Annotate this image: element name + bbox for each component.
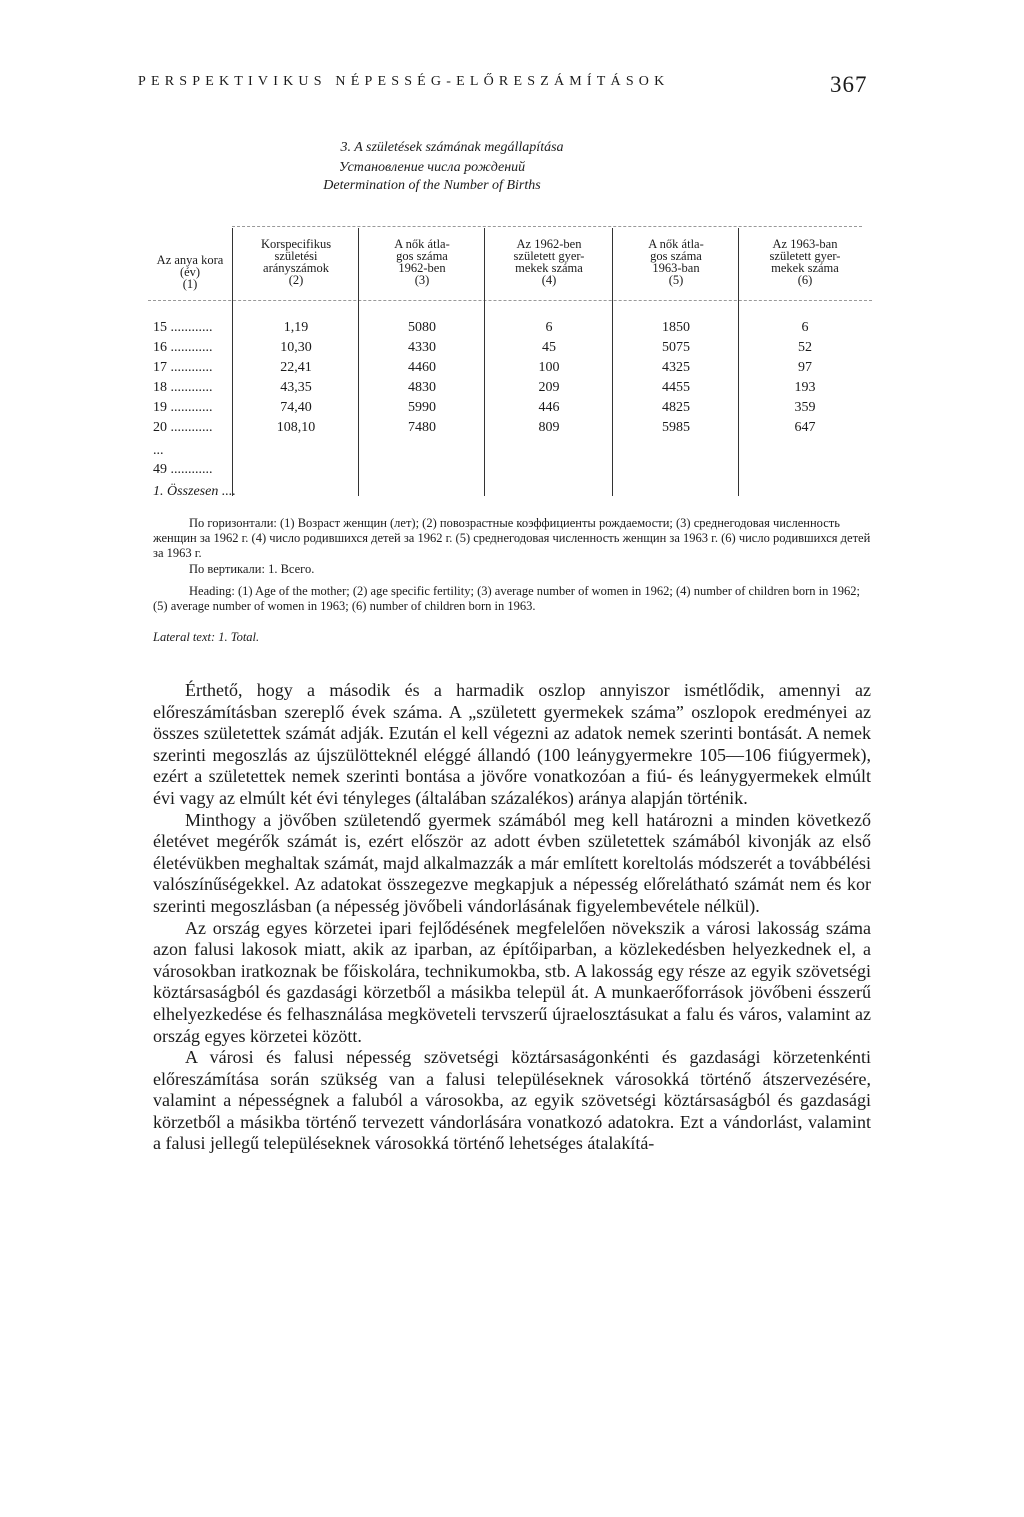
cell-births-1962: 209 [538,380,560,395]
header-women-1962: A nők átla- gos száma 1962-ben (3) [394,237,450,287]
cell-births-1963: 97 [798,360,812,375]
row-label: 16 ............ [153,340,213,355]
cell-women-1962: 4830 [408,380,436,395]
row-label: 19 ............ [153,400,213,415]
header-women-1963: A nők átla- gos száma 1963-ban (5) [648,237,704,287]
row-total: 1. Összesen .... [153,484,236,499]
cell-women-1962: 4460 [408,360,436,375]
row-ellipsis: ... [153,443,164,458]
column-divider [232,228,233,496]
cell-women-1963: 4455 [662,380,690,395]
cell-births-1963: 359 [794,400,816,415]
cell-women-1963: 1850 [662,320,690,335]
row-label: 49 ............ [153,462,213,477]
header-fertility-rates: Korspecifikus születési arányszámok (2) [260,237,332,287]
page-number: 367 [830,72,868,97]
table-top-rule [232,226,862,227]
cell-women-1962: 5990 [408,400,436,415]
cell-fertility: 43,35 [280,380,312,395]
body-text [153,680,871,1155]
cell-women-1962: 4330 [408,340,436,355]
paragraph: Érthető, hogy a második és a harmadik oszlop annyiszor ismétlődik, amennyi az előreszámításban szereplő évek száma. A „született gyermekek száma” oszlopok eredményei az összes születettek számát adják. Ezután el kell végezni az adatok nemek szerinti bontását. A nemek szerinti megoszlás az újszülötteknél eléggé állandó (100 leánygyermekre 105—106 fiúgyermek), ezért a születettek nemek szerinti bontása a jövőre vonatkozóan a fiú- és leánygyermekek elmúlt évi vagy az elmúlt két évi tényleges (általában százalékos) aránya alapján történik. [153,680,871,808]
table-header-rule [148,300,872,301]
header-births-1963: Az 1963-ban született gyer- mekek száma (6) [769,237,841,287]
cell-births-1962: 45 [542,340,556,355]
cell-births-1963: 6 [801,320,809,335]
table-caption-hu: 3. A születések számának megállapítása [340,140,564,155]
cell-fertility: 74,40 [280,400,312,415]
paragraph: Minthogy a jövőben születendő gyermek számából meg kell határozni a minden következő életévet megérők számát is, ezért először az adott évben születettek számából kivonják az első életévükben meghaltak számát, majd alkalmazzák a már említett koreltolás módszerét a továbbélési valószínűségekkel. Az adatokat összegezve megkapjuk a népesség előrelátható számát nem és kor szerinti megoszlásban (a népesség jövőbeli vándorlásának figyelembevétele nélkül). [153,809,871,916]
cell-births-1962: 6 [545,320,553,335]
column-divider [612,228,613,496]
table-note-en-lateral: Lateral text: 1. Total. [153,630,260,644]
running-head: PERSPEKTIVIKUS NÉPESSÉG-ELŐRESZÁMÍTÁSOK [138,74,670,89]
cell-fertility: 108,10 [276,420,316,435]
header-age-of-mother: Az anya kora (év) (1) [156,253,224,291]
cell-births-1962: 809 [538,420,560,435]
table-caption-en: Determination of the Number of Births [323,178,541,193]
cell-births-1963: 193 [794,380,816,395]
row-label: 20 ............ [153,420,213,435]
cell-births-1962: 446 [538,400,560,415]
table-note-ru-lateral: По вертикали: 1. Всего. [189,562,315,576]
paragraph: A városi és falusi népesség szövetségi köztársaságonkénti és gazdasági körzetenkénti előreszámítása során szükség van a falusi településeknek városokká történő átszervezésére, valamint a népességnek a faluból a városokba, az egyik szövetségi köztársaságból és gazdasági körzetből a másikba történő tervezett vándorlására vonatkozó adatokra. Ezt a vándorlást, valamint a falusi jellegű településeknek városokká történő lehetséges átalakítá- [153,1047,871,1154]
table-note-ru: По горизонтали: (1) Возраст женщин (лет); (2) повозрастные коэффициенты рождаемости; (3) среднегодовая численность женщин за 1962 г. (4) число родившихся детей за 1962 г. (5) среднегодовая численность женщин за 1963 г. (6) число родившихся детей за 1963 г. [153,516,871,560]
cell-women-1963: 5985 [662,420,690,435]
cell-fertility: 22,41 [280,360,312,375]
cell-women-1963: 4825 [662,400,690,415]
table-caption-ru: Установление числа рождений [338,160,526,175]
cell-births-1963: 647 [794,420,816,435]
cell-women-1962: 5080 [408,320,436,335]
cell-fertility: 1,19 [283,320,309,335]
cell-fertility: 10,30 [280,340,312,355]
cell-women-1963: 4325 [662,360,690,375]
column-divider [358,228,359,496]
paragraph: Az ország egyes körzetei ipari fejlődésének megfelelően növekszik a városi lakosság száma azon falusi lakosok miatt, akik az iparban, az építőiparban, a közlekedésben helyezkednek el, a városokban iratkoznak be főiskolára, technikumokba, stb. A lakosság egy része az egyik szövetségi köztársaságból és gazdasági körzetből a másikba települ át. A munkaerőforrások jövőbeni ésszerű elhelyezkedése és felhasználása megköveteli tervszerű újraelosztásukat a falu és város, valamint az ország egyes körzetei között. [153,917,871,1046]
cell-women-1962: 7480 [408,420,436,435]
column-divider [738,228,739,496]
cell-births-1962: 100 [538,360,560,375]
row-label: 17 ............ [153,360,213,375]
row-label: 18 ............ [153,380,213,395]
table-note-en: Heading: (1) Age of the mother; (2) age specific fertility; (3) average number of women in 1962; (4) number of children born in 1962; (5) average number of women in 1963; (6) number of children born in 1963. [153,584,860,613]
header-births-1962: Az 1962-ben született gyer- mekek száma (4) [513,237,585,287]
column-divider [484,228,485,496]
row-label: 15 ............ [153,320,213,335]
cell-women-1963: 5075 [662,340,690,355]
cell-births-1963: 52 [798,340,812,355]
